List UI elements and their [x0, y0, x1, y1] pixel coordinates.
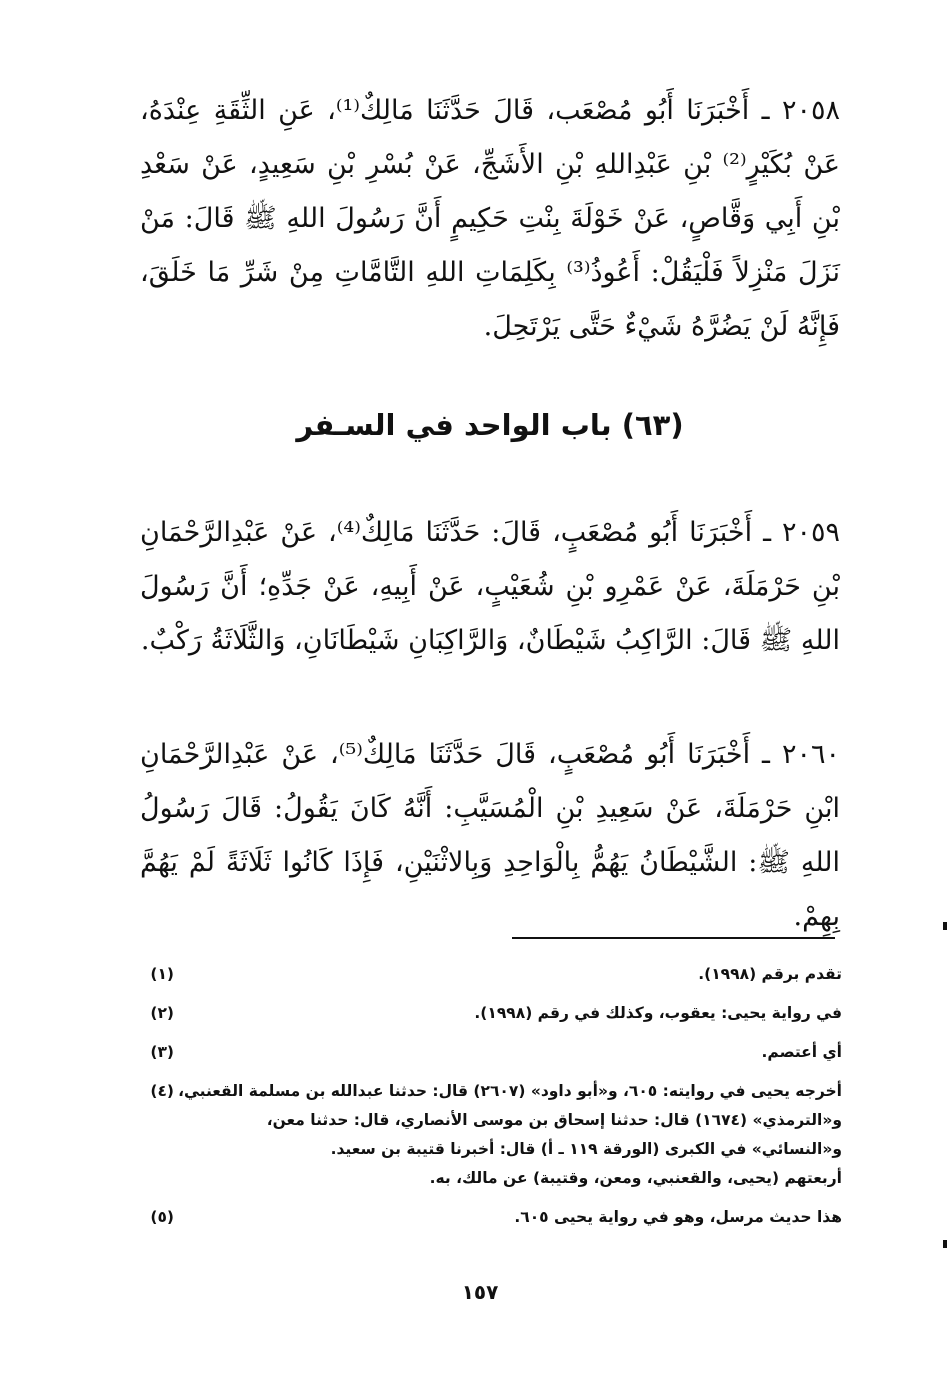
- footnote-text: في رواية يحيى: يعقوب، وكذلك في رقم (١٩٩٨).: [474, 1004, 842, 1022]
- footnotes: [130, 960, 842, 1232]
- footnote-text: أخرجه يحيى في روايته: ٦٠٥، و«أبو داود» (٢٦٠٧) قال: حدثنا عبدالله بن مسلمة القعنبي، و«الترمذي» (١٦٧٤) قال: حدثنا إسحاق بن موسى الأنصاري، قال: حدثنا معن، و«النسائي» في الكبرى (الورقة ١١٩ ـ أ) قال: أخبرنا قتيبة بن سعيد. أربعتهم (يحيى، والقعنبي، ومعن، وقتيبة) عن مالك، به.: [178, 1082, 842, 1187]
- footnote-number: (٣): [150, 1043, 174, 1061]
- page-number: ١٥٧: [461, 1280, 499, 1304]
- footnote-number: (١): [150, 965, 174, 983]
- footnote-number: (٢): [150, 1004, 174, 1022]
- footnote-4: [130, 1077, 842, 1193]
- hadith-2058: ٢٠٥٨ ـ أَخْبَرَنَا أَبُو مُصْعَب، قَالَ حَدَّثَنَا مَالِكٌ⁽¹⁾، عَنِ الثِّقَةِ عِنْدَهُ، عَنْ بُكَيْرٍ⁽²⁾ بْنِ عَبْدِاللهِ بْنِ الأَشَجِّ، عَنْ بُسْرِ بْنِ سَعِيدٍ، عَنْ سَعْدِ بْنِ أَبِي وَقَّاصٍ، عَنْ خَوْلَةَ بِنْتِ حَكِيمٍ أَنَّ رَسُولَ اللهِ ﷺ قَالَ: مَنْ نَزَلَ مَنْزِلاً فَلْيَقُلْ: أَعُوذُ⁽³⁾ بِكَلِمَاتِ اللهِ التَّامَّاتِ مِنْ شَرِّ مَا خَلَقَ، فَإِنَّهُ لَنْ يَضُرَّهُ شَيْءٌ حَتَّى يَرْتَحِلَ.: [140, 95, 840, 342]
- footnote-text: تقدم برقم (١٩٩٨).: [698, 965, 842, 983]
- footnote-text: أي أعتصم.: [761, 1043, 842, 1061]
- hadith-2060: ٢٠٦٠ ـ أَخْبَرَنَا أَبُو مُصْعَبٍ، قَالَ حَدَّثَنَا مَالِكٌ⁽⁵⁾، عَنْ عَبْدِالرَّحْمَانِ ابْنِ حَرْمَلَةَ، عَنْ سَعِيدِ بْنِ الْمُسَيَّبِ: أَنَّهُ كَانَ يَقُولُ: قَالَ رَسُولُ اللهِ ﷺ: الشَّيْطَانُ يَهُمُّ بِالْوَاحِدِ وَبِالاثْنَيْنِ، فَإِذَا كَانُوا ثَلَاثَةً لَمْ يَهُمَّ بِهِمْ.: [140, 739, 840, 932]
- footnote-2: [130, 999, 842, 1028]
- footnote-1: [130, 960, 842, 989]
- chapter-heading: (٦٣) باب الواحد في السـفر: [296, 408, 684, 442]
- hadith-2059: ٢٠٥٩ ـ أَخْبَرَنَا أَبُو مُصْعَبٍ، قَالَ: حَدَّثَنَا مَالِكٌ⁽⁴⁾، عَنْ عَبْدِالرَّحْمَانِ بْنِ حَرْمَلَةَ، عَنْ عَمْرِو بْنِ شُعَيْبٍ، عَنْ أَبِيهِ، عَنْ جَدِّهِ؛ أَنَّ رَسُولَ اللهِ ﷺ قَالَ: الرَّاكِبُ شَيْطَانٌ، وَالرَّاكِبَانِ شَيْطَانَانِ، وَالثَّلَاثَةُ رَكْبٌ.: [140, 517, 840, 656]
- footnote-text: هذا حديث مرسل، وهو في رواية يحيى ٦٠٥.: [514, 1208, 842, 1226]
- footnote-3: [130, 1038, 842, 1067]
- footnote-5: [130, 1203, 842, 1232]
- footnote-number: (٥): [150, 1208, 174, 1226]
- footnote-number: (٤): [150, 1082, 174, 1100]
- scan-edge-mark: [943, 1240, 947, 1248]
- scan-edge-mark: [943, 922, 947, 930]
- footnote-separator: [512, 937, 835, 939]
